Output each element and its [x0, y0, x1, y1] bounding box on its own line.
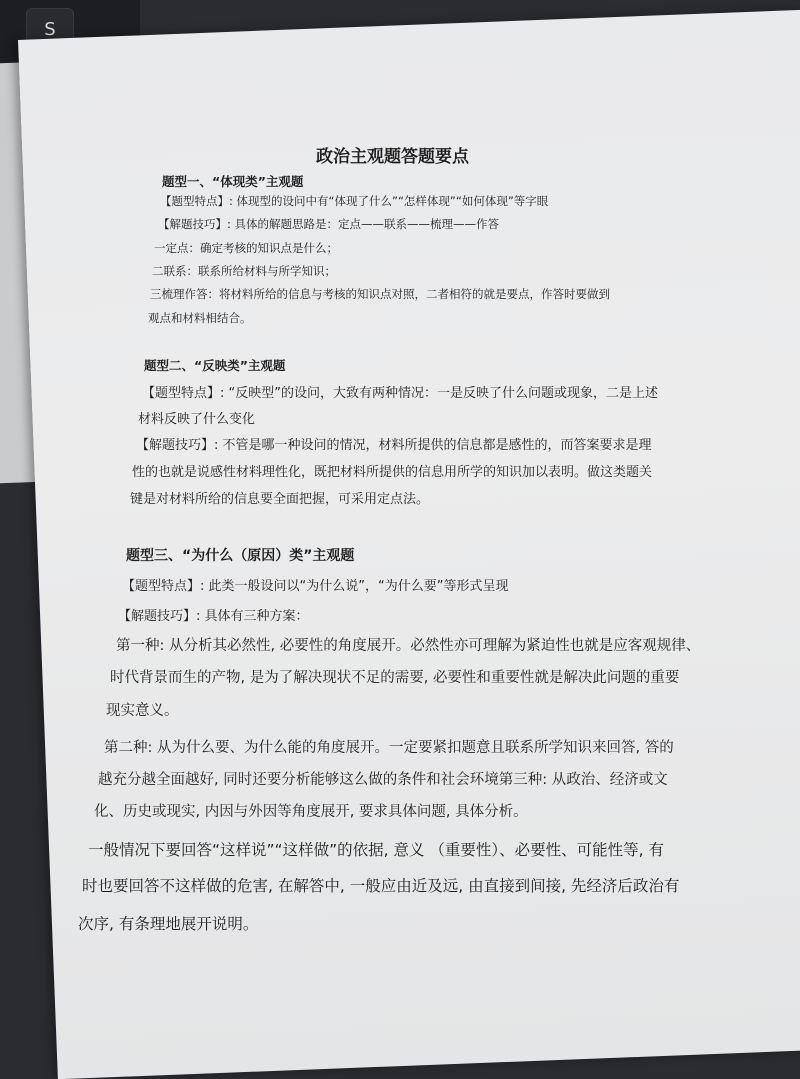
section-2-line-1: 【题型特点】: “反映型”的设问，大致有两种情况：一是反映了什么问题或现象，二是上述 [142, 386, 658, 401]
section-3-line-4: 时代背景而生的产物, 是为了解决现状不足的需要, 必要性和重要性就是解决此问题的重要 [110, 670, 680, 686]
section-3-line-3: 第一种: 从分析其必然性, 必要性的角度展开。必然性亦可理解为紧迫性也就是应客观规律、 [116, 638, 701, 654]
section-1-line-6: 观点和材料相结合。 [148, 311, 252, 325]
section-1-line-2: 【解题技巧】: 具体的解题思路是：定点——联系——梳理——作答 [158, 217, 500, 231]
section-1-heading: 题型一、“体现类”主观题 [162, 174, 304, 189]
section-3-line-9: 一般情况下要回答“这样说”“这样做”的依据, 意义 （重要性）、必要性、可能性等, 有 [88, 841, 665, 859]
section-3-heading: 题型三、“为什么（原因）类”主观题 [126, 548, 355, 564]
section-1-line-3: 一定点：确定考核的知识点是什么； [154, 241, 338, 255]
section-3-line-8: 化、历史或现实, 内因与外因等角度展开, 要求具体问题, 具体分析。 [94, 804, 528, 820]
section-2-line-3: 【解题技巧】: 不管是哪一种设问的情况，材料所提供的信息都是感性的，而答案要求是理 [136, 438, 652, 453]
document-title: 政治主观题答题要点 [316, 147, 469, 167]
keyboard-key-s: S [26, 8, 74, 50]
section-2-line-5: 键是对材料所给的信息要全面把握，可采用定点法。 [130, 492, 430, 507]
section-3-line-1: 【题型特点】: 此类一般设问以“为什么说”，“为什么要”等形式呈现 [122, 579, 509, 594]
section-3-line-7: 越充分越全面越好, 同时还要分析能够这么做的条件和社会环境第三种: 从政治、经济或文 [98, 772, 668, 788]
section-2-line-4: 性的也就是说感性材料理性化，既把材料所提供的信息用所学的知识加以表明。做这类题关 [132, 465, 653, 480]
section-3-line-5: 现实意义。 [106, 703, 179, 719]
section-1-line-1: 【题型特点】: 体现型的设问中有“体现了什么”“怎样体现”“如何体现”等字眼 [160, 194, 549, 208]
section-3-line-2: 【解题技巧】: 具体有三种方案： [118, 609, 309, 624]
section-1-line-4: 二联系：联系所给材料与所学知识； [152, 264, 336, 278]
section-3-line-11: 次序, 有条理地展开说明。 [78, 915, 259, 933]
section-1-line-5: 三梳理作答：将材料所给的信息与考核的知识点对照，二者相符的就是要点，作答时要做到 [150, 287, 610, 301]
section-3-line-10: 时也要回答不这样做的危害, 在解答中, 一般应由近及远, 由直接到间接, 先经济后政治有 [82, 877, 680, 895]
section-2-heading: 题型二、“反映类”主观题 [144, 358, 286, 373]
section-3-line-6: 第二种: 从为什么要、为什么能的角度展开。一定要紧扣题意且联系所学知识来回答, 答的 [104, 740, 674, 756]
section-2-line-2: 材料反映了什么变化 [138, 412, 256, 427]
